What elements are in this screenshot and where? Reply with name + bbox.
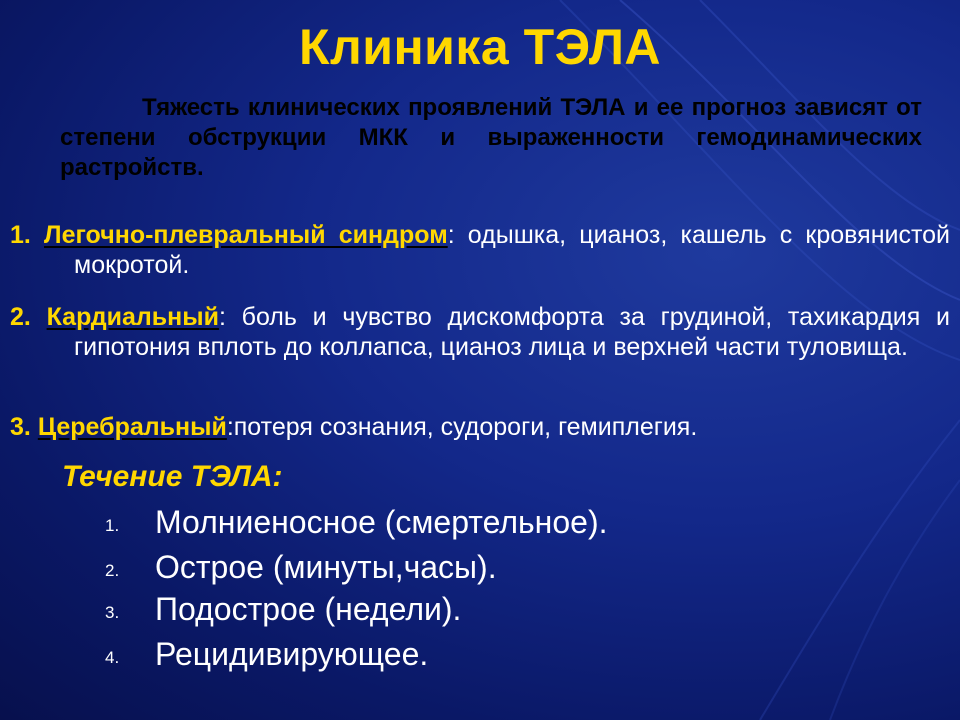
- course-item-text: Рецидивирующее.: [155, 636, 429, 672]
- course-item-number: 4.: [105, 648, 120, 667]
- syndrome-term: Легочно-плевральный синдром: [44, 221, 448, 249]
- slide-title: Клиника ТЭЛА: [298, 19, 662, 75]
- syndrome-number: 1.: [10, 221, 31, 249]
- course-item-number: 2.: [105, 561, 120, 580]
- syndrome-item-cardiac: [10, 302, 950, 362]
- syndrome-item-cerebral: [10, 412, 950, 442]
- course-item-number: 3.: [105, 603, 120, 622]
- syndrome-item-pulmonary: [10, 220, 950, 280]
- syndrome-number: 3.: [10, 413, 31, 441]
- course-list-item: [0, 549, 960, 589]
- syndrome-term: Церебральный: [37, 413, 227, 441]
- course-heading: Течение ТЭЛА:: [62, 460, 283, 493]
- course-list-item: [0, 636, 960, 676]
- syndrome-number: 2.: [10, 303, 31, 331]
- syndrome-text: : боль и чувство дискомфорта за грудиной, тахикардия и гипотония вплоть до коллапса, цианоз лица и верхней части туловища.: [74, 303, 950, 361]
- course-item-text: Молниеносное (смертельное).: [155, 504, 608, 540]
- intro-paragraph: Тяжесть клинических проявлений ТЭЛА и ее прогноз зависят от степени обструкции МКК и выраженности гемодинамических растройств.: [60, 94, 922, 181]
- course-list-item: [0, 591, 960, 631]
- course-item-text: Острое (минуты,часы).: [155, 549, 497, 585]
- syndrome-text: : одышка, цианоз, кашель с кровянистой мокротой.: [74, 221, 951, 279]
- syndrome-text: :потеря сознания, судороги, гемиплегия.: [226, 413, 698, 441]
- course-item-text: Подострое (недели).: [155, 591, 462, 627]
- course-item-number: 1.: [105, 516, 120, 535]
- course-list-item: [0, 504, 960, 544]
- syndrome-term: Кардиальный: [46, 303, 219, 331]
